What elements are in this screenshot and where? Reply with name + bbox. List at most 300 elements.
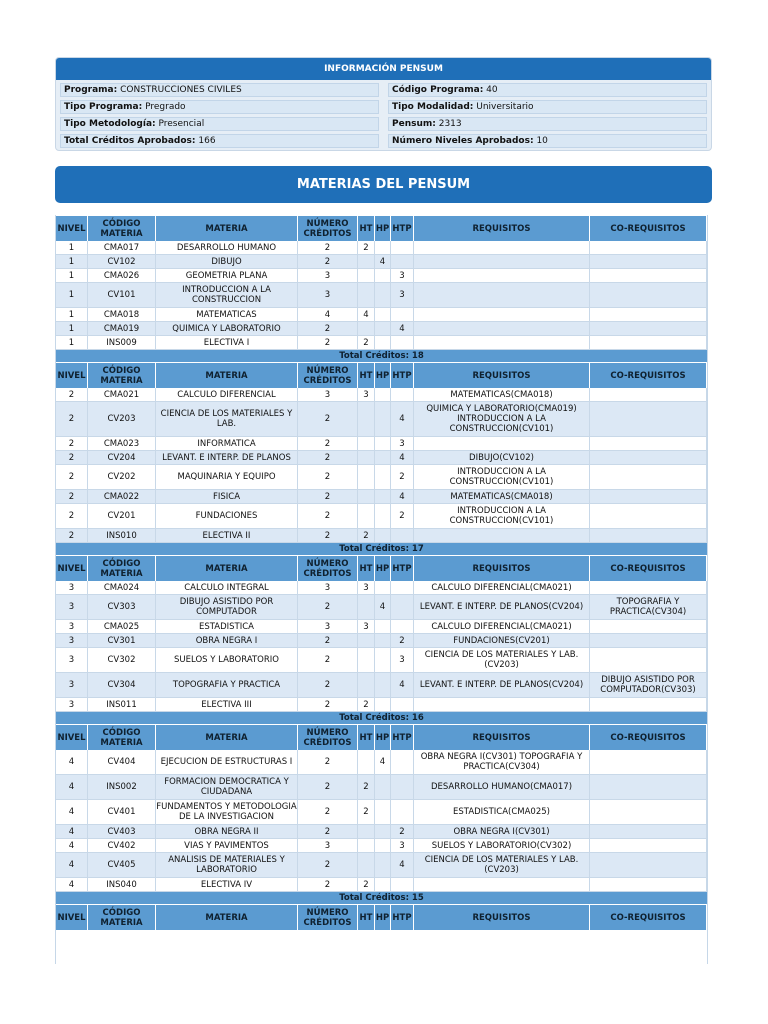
cell-htp [391,878,414,892]
cell-htp [391,620,414,634]
column-header-ht: HT [358,362,375,388]
cell-requisitos: FUNDACIONES(CV201) [414,634,590,648]
cell-ht [358,648,375,673]
cell-materia: CALCULO INTEGRAL [156,581,298,595]
cell-codigo: CV201 [88,504,156,529]
cell-htp [391,775,414,800]
table-header-row [56,904,707,930]
cell-creditos: 3 [298,839,358,853]
column-header-requisitos: REQUISITOS [414,904,590,930]
table-row [56,241,707,255]
cell-htp: 4 [391,490,414,504]
column-header-htp: HTP [391,555,414,581]
cell-materia: INFORMATICA [156,437,298,451]
cell-ht [358,322,375,336]
cell-nivel: 3 [56,581,88,595]
cell-requisitos: LEVANT. E INTERP. DE PLANOS(CV204) [414,595,590,620]
cell-hp [375,241,391,255]
cell-codigo: CV102 [88,255,156,269]
cell-materia: CIENCIA DE LOS MATERIALES Y LAB. [156,402,298,437]
cell-materia: DIBUJO [156,255,298,269]
cell-creditos: 3 [298,581,358,595]
pensum-info-panel [55,57,712,151]
table-row [56,402,707,437]
column-header-htp: HTP [391,362,414,388]
cell-ht [358,269,375,283]
column-header-ht: HT [358,724,375,750]
info-field-programa: Programa: CONSTRUCCIONES CIVILES [60,83,379,97]
cell-codigo: INS009 [88,336,156,350]
column-header-creditos: NÚMERO CRÉDITOS [298,555,358,581]
cell-htp: 3 [391,437,414,451]
table-row [56,504,707,529]
cell-creditos: 3 [298,283,358,308]
cell-materia: QUIMICA Y LABORATORIO [156,322,298,336]
section-body [56,241,707,350]
cell-requisitos [414,698,590,712]
cell-requisitos: DIBUJO(CV102) [414,451,590,465]
cell-codigo: CV405 [88,853,156,878]
cell-corequisitos [590,620,707,634]
total-creditos-row: Total Créditos: 16 [56,712,707,724]
cell-hp [375,634,391,648]
cell-materia: ANALISIS DE MATERIALES Y LABORATORIO [156,853,298,878]
column-header-creditos: NÚMERO CRÉDITOS [298,724,358,750]
cell-ht [358,595,375,620]
cell-corequisitos [590,581,707,595]
table-row [56,620,707,634]
info-field-pensum: Pensum: 2313 [388,117,707,131]
cell-corequisitos [590,437,707,451]
cell-hp: 4 [375,750,391,775]
column-header-hp: HP [375,724,391,750]
cell-hp [375,388,391,402]
table-row [56,878,707,892]
cell-hp [375,648,391,673]
cell-creditos: 2 [298,648,358,673]
table-row [56,581,707,595]
cell-htp [391,255,414,269]
cell-requisitos [414,336,590,350]
column-header-requisitos: REQUISITOS [414,362,590,388]
table-header-row [56,724,707,750]
cell-htp [391,388,414,402]
column-header-hp: HP [375,904,391,930]
cell-htp [391,750,414,775]
cell-corequisitos [590,336,707,350]
cell-hp [375,283,391,308]
cell-requisitos [414,269,590,283]
cell-hp [375,336,391,350]
column-header-codigo: CÓDIGO MATERIA [88,904,156,930]
cell-corequisitos [590,255,707,269]
cell-requisitos: ESTADISTICA(CMA025) [414,800,590,825]
cell-corequisitos [590,800,707,825]
table-header-row [56,215,707,241]
cell-codigo: CV301 [88,634,156,648]
cell-nivel: 4 [56,800,88,825]
cell-creditos: 2 [298,504,358,529]
column-header-nivel: NIVEL [56,724,88,750]
table-row [56,839,707,853]
cell-corequisitos [590,322,707,336]
cell-corequisitos [590,878,707,892]
cell-nivel: 2 [56,402,88,437]
cell-htp: 4 [391,322,414,336]
cell-corequisitos [590,775,707,800]
cell-materia: FISICA [156,490,298,504]
cell-hp [375,581,391,595]
cell-creditos: 2 [298,853,358,878]
cell-requisitos: CIENCIA DE LOS MATERIALES Y LAB.(CV203) [414,853,590,878]
cell-ht [358,451,375,465]
column-header-creditos: NÚMERO CRÉDITOS [298,215,358,241]
table-row [56,853,707,878]
cell-creditos: 3 [298,388,358,402]
cell-codigo: CMA025 [88,620,156,634]
cell-requisitos: CIENCIA DE LOS MATERIALES Y LAB.(CV203) [414,648,590,673]
cell-creditos: 2 [298,800,358,825]
cell-nivel: 2 [56,465,88,490]
cell-corequisitos [590,308,707,322]
cell-hp [375,825,391,839]
cell-creditos: 2 [298,673,358,698]
cell-creditos: 2 [298,402,358,437]
table-header-row [56,555,707,581]
cell-htp: 3 [391,648,414,673]
cell-materia: ELECTIVA I [156,336,298,350]
cell-materia: ELECTIVA IV [156,878,298,892]
cell-codigo: CV101 [88,283,156,308]
cell-requisitos [414,255,590,269]
cell-requisitos [414,437,590,451]
cell-nivel: 1 [56,308,88,322]
cell-corequisitos [590,825,707,839]
cell-hp [375,698,391,712]
cell-requisitos: CALCULO DIFERENCIAL(CMA021) [414,581,590,595]
cell-nivel: 4 [56,853,88,878]
cell-codigo: CV204 [88,451,156,465]
section-body [56,581,707,712]
column-header-nivel: NIVEL [56,362,88,388]
cell-htp: 4 [391,853,414,878]
cell-hp [375,800,391,825]
cell-creditos: 2 [298,255,358,269]
cell-nivel: 4 [56,825,88,839]
column-header-creditos: NÚMERO CRÉDITOS [298,904,358,930]
cell-corequisitos [590,648,707,673]
cell-materia: OBRA NEGRA I [156,634,298,648]
cell-materia: MAQUINARIA Y EQUIPO [156,465,298,490]
column-header-hp: HP [375,555,391,581]
cell-codigo: CMA023 [88,437,156,451]
section-body [56,388,707,543]
cell-codigo: CV203 [88,402,156,437]
cell-codigo: INS011 [88,698,156,712]
cell-nivel: 2 [56,504,88,529]
cell-nivel: 1 [56,322,88,336]
column-header-requisitos: REQUISITOS [414,724,590,750]
cell-corequisitos [590,402,707,437]
cell-materia: DESARROLLO HUMANO [156,241,298,255]
cell-nivel: 2 [56,388,88,402]
column-header-codigo: CÓDIGO MATERIA [88,555,156,581]
cell-nivel: 3 [56,595,88,620]
cell-hp: 4 [375,595,391,620]
cell-codigo: CV304 [88,673,156,698]
cell-codigo: CV401 [88,800,156,825]
cell-nivel: 2 [56,451,88,465]
cell-htp: 3 [391,269,414,283]
cell-materia: MATEMATICAS [156,308,298,322]
cell-htp [391,336,414,350]
cell-requisitos: OBRA NEGRA I(CV301) [414,825,590,839]
cell-codigo: CV403 [88,825,156,839]
cell-requisitos: MATEMATICAS(CMA018) [414,490,590,504]
info-field-tipo-metodologia: Tipo Metodología: Presencial [60,117,379,131]
info-field-tipo-modalidad: Tipo Modalidad: Universitario [388,100,707,114]
table-row [56,269,707,283]
cell-ht: 3 [358,620,375,634]
cell-requisitos [414,241,590,255]
column-header-hp: HP [375,362,391,388]
table-row [56,322,707,336]
cell-nivel: 1 [56,241,88,255]
table-row [56,255,707,269]
cell-corequisitos [590,504,707,529]
cell-requisitos: MATEMATICAS(CMA018) [414,388,590,402]
cell-requisitos [414,529,590,543]
materias-table [55,215,708,964]
cell-codigo: CMA017 [88,241,156,255]
cell-nivel: 1 [56,336,88,350]
cell-ht: 2 [358,698,375,712]
cell-materia: INTRODUCCION A LA CONSTRUCCION [156,283,298,308]
cell-codigo: CMA021 [88,388,156,402]
cell-corequisitos [590,388,707,402]
cell-codigo: CV303 [88,595,156,620]
cell-hp [375,308,391,322]
cell-htp: 4 [391,673,414,698]
column-header-requisitos: REQUISITOS [414,555,590,581]
total-creditos-row: Total Créditos: 18 [56,350,707,362]
table-row [56,750,707,775]
info-field-numero-niveles: Número Niveles Aprobados: 10 [388,134,707,148]
table-row [56,673,707,698]
table-row [56,437,707,451]
cell-codigo: INS002 [88,775,156,800]
column-header-materia: MATERIA [156,904,298,930]
cell-htp: 4 [391,451,414,465]
cell-htp: 2 [391,504,414,529]
cell-nivel: 3 [56,673,88,698]
cell-hp [375,853,391,878]
cell-requisitos: INTRODUCCION A LA CONSTRUCCION(CV101) [414,465,590,490]
cell-requisitos: LEVANT. E INTERP. DE PLANOS(CV204) [414,673,590,698]
cell-corequisitos [590,241,707,255]
cell-creditos: 2 [298,775,358,800]
cell-codigo: CV404 [88,750,156,775]
cell-ht: 3 [358,388,375,402]
cell-ht: 2 [358,878,375,892]
cell-hp [375,465,391,490]
table-row [56,490,707,504]
cell-ht [358,825,375,839]
materias-banner: MATERIAS DEL PENSUM [55,166,712,203]
cell-creditos: 2 [298,322,358,336]
cell-creditos: 2 [298,878,358,892]
cell-ht [358,490,375,504]
pensum-info-grid [60,83,707,151]
column-header-corequisitos: CO-REQUISITOS [590,904,707,930]
cell-creditos: 2 [298,750,358,775]
cell-corequisitos [590,451,707,465]
cell-corequisitos [590,283,707,308]
cell-materia: ELECTIVA III [156,698,298,712]
table-header-row [56,362,707,388]
cell-ht [358,504,375,529]
cell-ht: 2 [358,241,375,255]
cell-hp [375,775,391,800]
table-row [56,648,707,673]
cell-htp: 2 [391,825,414,839]
table-row [56,800,707,825]
cell-nivel: 3 [56,698,88,712]
column-header-corequisitos: CO-REQUISITOS [590,362,707,388]
cell-hp [375,402,391,437]
column-header-materia: MATERIA [156,724,298,750]
cell-requisitos [414,308,590,322]
cell-htp: 2 [391,634,414,648]
cell-ht [358,634,375,648]
column-header-codigo: CÓDIGO MATERIA [88,362,156,388]
column-header-htp: HTP [391,904,414,930]
cell-materia: TOPOGRAFIA Y PRACTICA [156,673,298,698]
cell-codigo: INS010 [88,529,156,543]
cell-codigo: CMA019 [88,322,156,336]
cell-htp [391,698,414,712]
cell-nivel: 4 [56,839,88,853]
cell-htp: 2 [391,465,414,490]
cell-creditos: 2 [298,825,358,839]
cell-hp [375,490,391,504]
column-header-corequisitos: CO-REQUISITOS [590,555,707,581]
cell-ht [358,283,375,308]
table-row [56,283,707,308]
cell-requisitos: OBRA NEGRA I(CV301) TOPOGRAFIA Y PRACTICA(CV304) [414,750,590,775]
column-header-nivel: NIVEL [56,904,88,930]
cell-nivel: 2 [56,529,88,543]
cell-requisitos: SUELOS Y LABORATORIO(CV302) [414,839,590,853]
cell-ht [358,255,375,269]
cell-creditos: 2 [298,595,358,620]
cell-ht [358,853,375,878]
cell-nivel: 4 [56,775,88,800]
column-header-requisitos: REQUISITOS [414,215,590,241]
cell-requisitos: DESARROLLO HUMANO(CMA017) [414,775,590,800]
cell-codigo: CV302 [88,648,156,673]
cell-ht [358,673,375,698]
total-creditos-row: Total Créditos: 17 [56,543,707,555]
cell-codigo: CMA018 [88,308,156,322]
column-header-materia: MATERIA [156,215,298,241]
table-row [56,825,707,839]
cell-corequisitos [590,698,707,712]
cell-materia: FUNDACIONES [156,504,298,529]
table-row [56,775,707,800]
cell-ht: 2 [358,800,375,825]
cell-hp [375,878,391,892]
cell-ht [358,750,375,775]
cell-ht [358,839,375,853]
table-row [56,634,707,648]
column-header-materia: MATERIA [156,555,298,581]
cell-codigo: INS040 [88,878,156,892]
cell-requisitos [414,878,590,892]
cell-materia: ESTADISTICA [156,620,298,634]
cell-creditos: 2 [298,451,358,465]
cell-hp [375,839,391,853]
table-row [56,388,707,402]
cell-creditos: 2 [298,490,358,504]
cell-hp [375,504,391,529]
table-row [56,465,707,490]
cell-materia: GEOMETRIA PLANA [156,269,298,283]
cell-codigo: CMA024 [88,581,156,595]
cell-creditos: 2 [298,437,358,451]
cell-requisitos: INTRODUCCION A LA CONSTRUCCION(CV101) [414,504,590,529]
cell-nivel: 1 [56,283,88,308]
cell-corequisitos [590,529,707,543]
section-body [56,750,707,892]
table-row [56,698,707,712]
cell-ht [358,437,375,451]
cell-htp: 3 [391,283,414,308]
cell-corequisitos [590,490,707,504]
cell-ht: 2 [358,336,375,350]
cell-hp [375,322,391,336]
column-header-ht: HT [358,904,375,930]
table-row [56,308,707,322]
cell-hp [375,437,391,451]
cell-corequisitos: TOPOGRAFIA Y PRACTICA(CV304) [590,595,707,620]
cell-htp [391,241,414,255]
cell-requisitos: CALCULO DIFERENCIAL(CMA021) [414,620,590,634]
cell-corequisitos [590,465,707,490]
cell-htp [391,595,414,620]
cell-hp [375,620,391,634]
cell-nivel: 3 [56,648,88,673]
cell-ht: 4 [358,308,375,322]
cell-nivel: 1 [56,269,88,283]
cell-creditos: 4 [298,308,358,322]
cell-ht: 3 [358,581,375,595]
cell-creditos: 2 [298,698,358,712]
cell-materia: VIAS Y PAVIMENTOS [156,839,298,853]
cell-codigo: CV402 [88,839,156,853]
cell-corequisitos: DIBUJO ASISTIDO POR COMPUTADOR(CV303) [590,673,707,698]
cell-ht [358,402,375,437]
cell-ht: 2 [358,775,375,800]
cell-nivel: 4 [56,878,88,892]
column-header-codigo: CÓDIGO MATERIA [88,215,156,241]
info-field-tipo-programa: Tipo Programa: Pregrado [60,100,379,114]
cell-creditos: 3 [298,620,358,634]
cell-creditos: 2 [298,465,358,490]
column-header-corequisitos: CO-REQUISITOS [590,724,707,750]
cell-corequisitos [590,853,707,878]
cell-htp [391,308,414,322]
